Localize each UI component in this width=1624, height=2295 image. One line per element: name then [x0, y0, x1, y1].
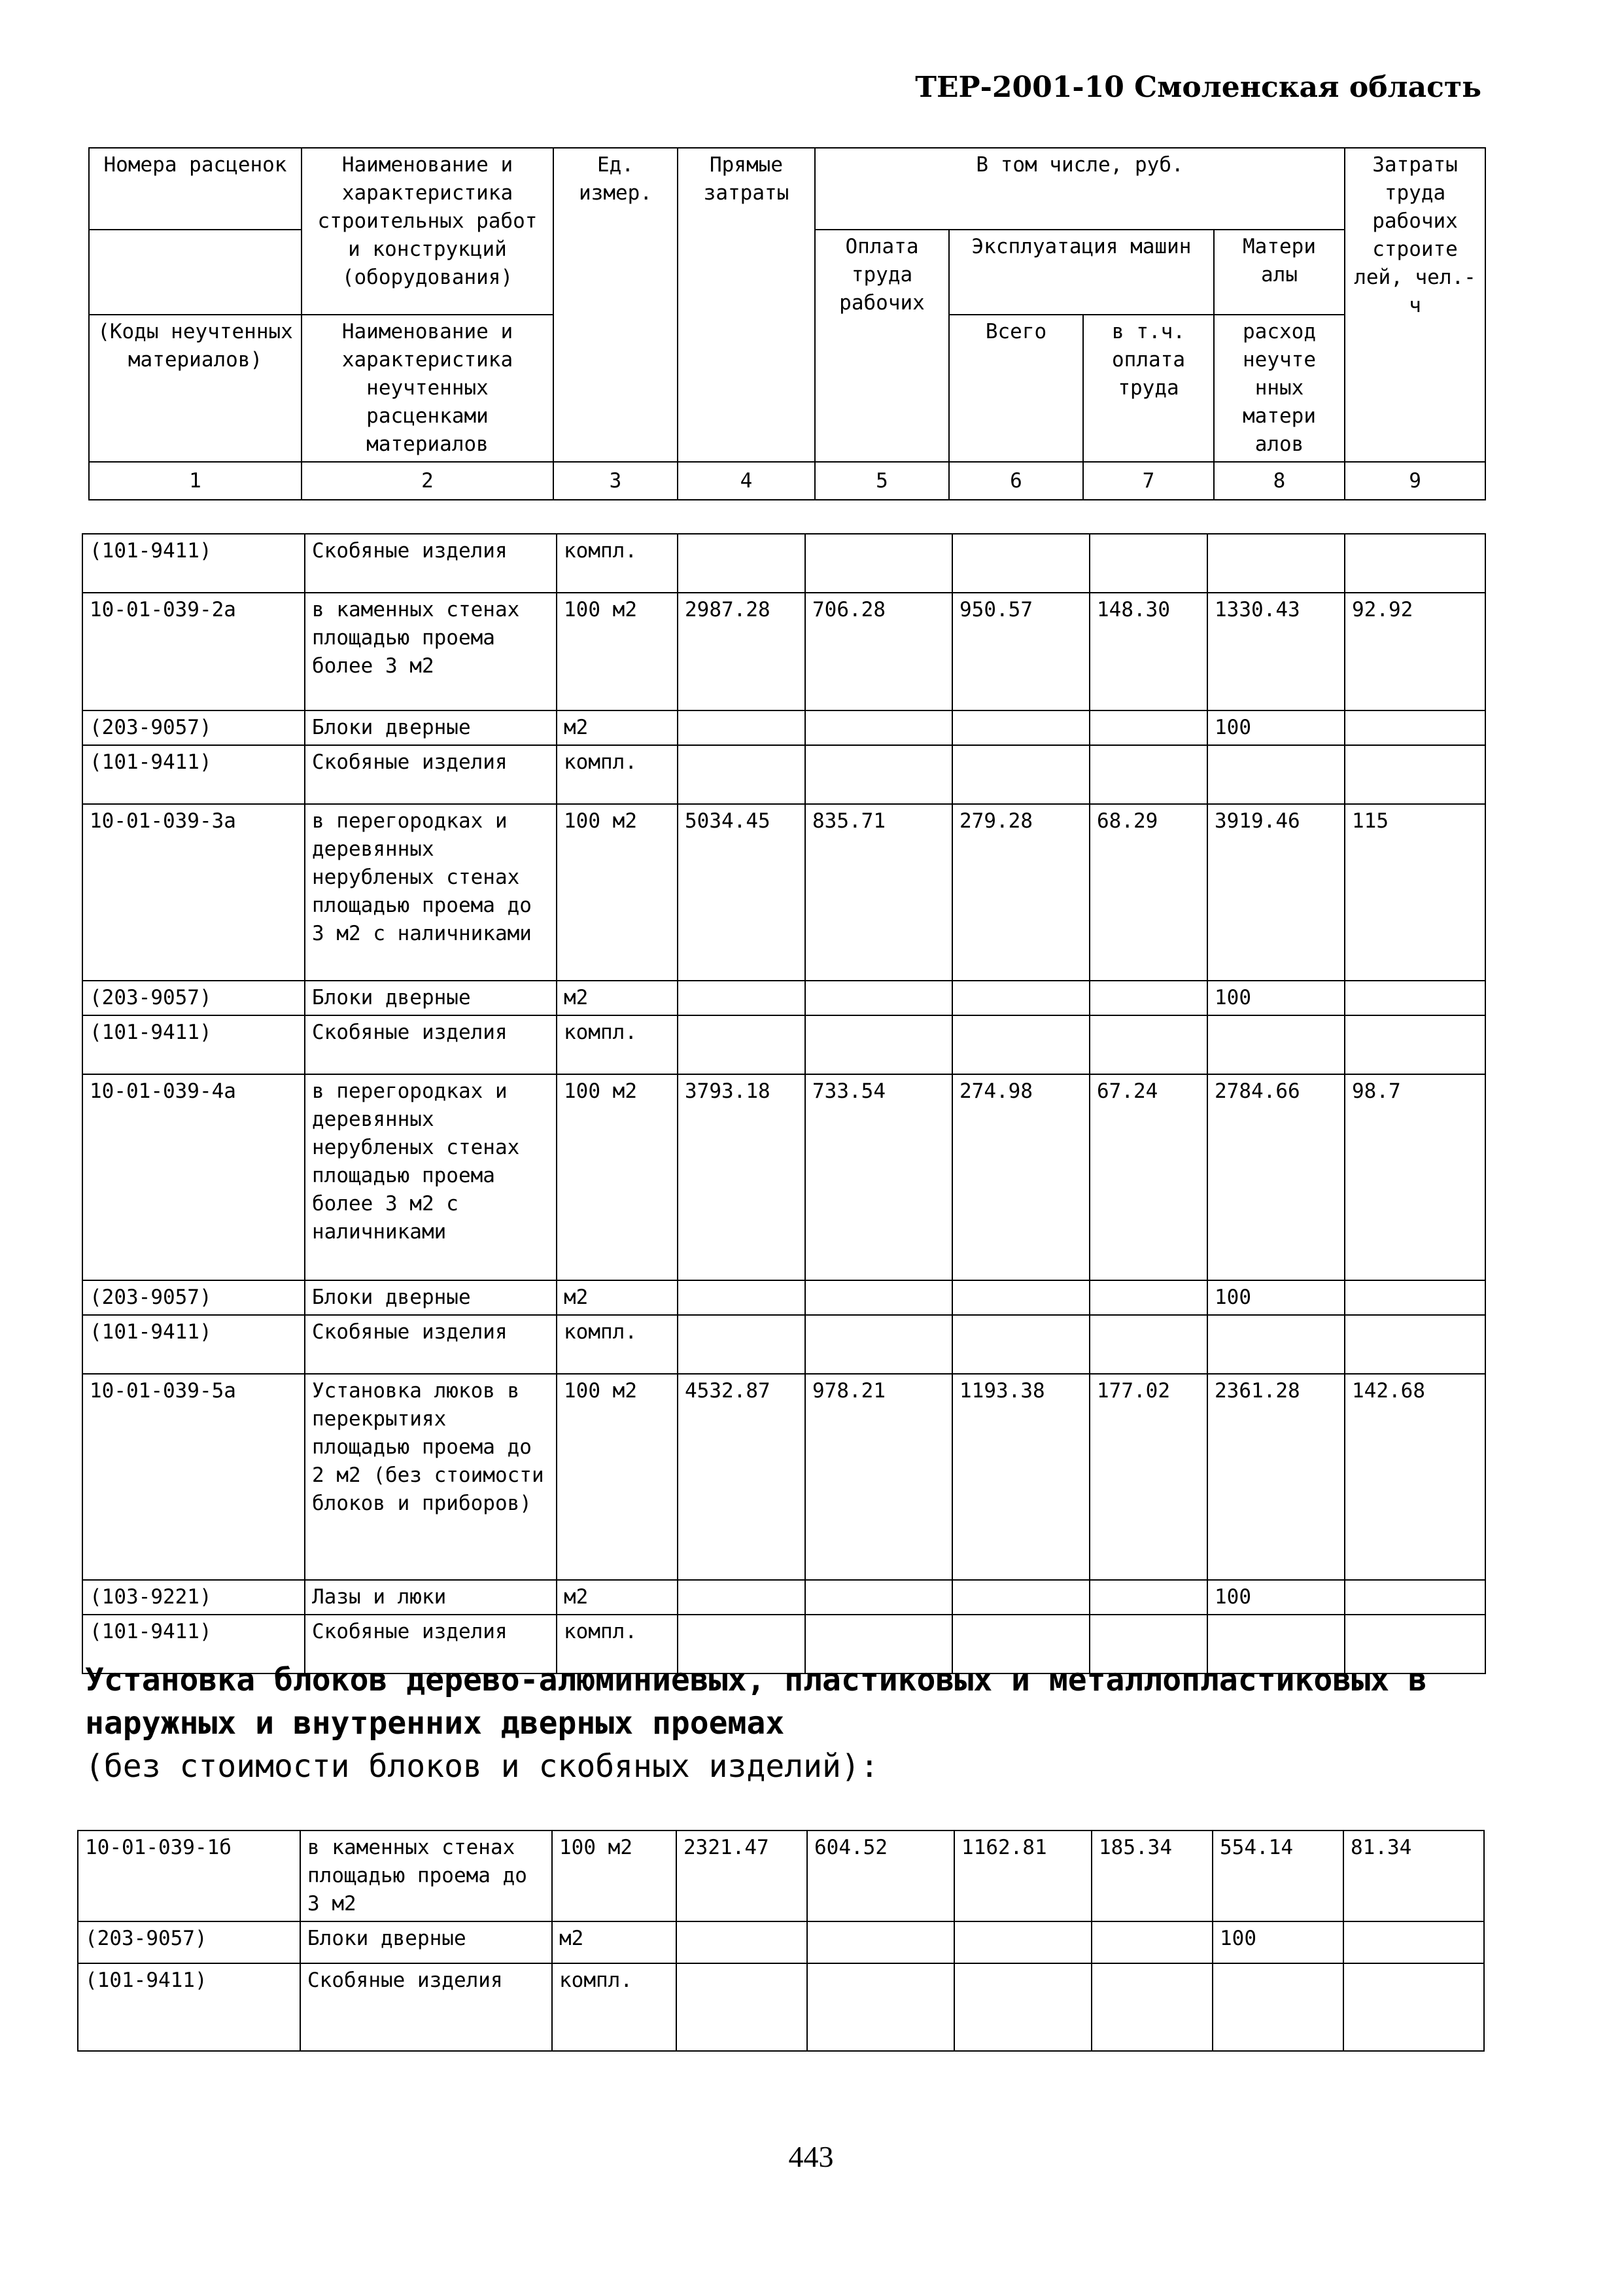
- cell-machines: 950.57: [952, 593, 1090, 710]
- cell-code: (101-9411): [78, 1963, 300, 2051]
- cell-machines: [952, 534, 1090, 593]
- col-header-labor-hours: Затраты труда рабочих строите лей, чел.-ч: [1345, 148, 1485, 462]
- cell-labor: 978.21: [805, 1374, 952, 1580]
- cell-code: 10-01-039-4а: [82, 1074, 305, 1280]
- cell-code: (101-9411): [82, 745, 305, 804]
- cell-direct: 5034.45: [678, 804, 805, 981]
- table-row: [82, 710, 1485, 745]
- cell-machine-labor: [1090, 1580, 1207, 1615]
- cell-machine-labor: [1090, 1280, 1207, 1315]
- cell-machines: [952, 710, 1090, 745]
- cell-code: (203-9057): [82, 981, 305, 1015]
- cell-unit: 100 м2: [557, 804, 678, 981]
- cell-code: (101-9411): [82, 534, 305, 593]
- cell-labor-hours: 98.7: [1345, 1074, 1485, 1280]
- cell-machines: [954, 1963, 1092, 2051]
- cell-direct: [678, 1315, 805, 1374]
- table-row: [78, 1963, 1484, 2051]
- cell-machine-labor: 68.29: [1090, 804, 1207, 981]
- cell-labor: [805, 981, 952, 1015]
- cell-direct: 3793.18: [678, 1074, 805, 1280]
- cell-code: (203-9057): [78, 1921, 300, 1963]
- col-header-unit: Ед. измер.: [553, 148, 678, 462]
- table-row: [82, 1315, 1485, 1374]
- cell-unit: м2: [552, 1921, 676, 1963]
- rates-table-2: [77, 1830, 1485, 2052]
- cell-name: Скобяные изделия: [305, 1615, 557, 1673]
- cell-name: Скобяные изделия: [305, 1015, 557, 1074]
- cell-unit: 100 м2: [552, 1831, 676, 1921]
- col-header-labor: Оплата труда рабочих: [815, 230, 949, 462]
- cell-name: в перегородках и деревянных нерубленых стенах площадью проема более 3 м2 с наличниками: [305, 1074, 557, 1280]
- cell-code: (203-9057): [82, 710, 305, 745]
- rates-table-1: [82, 533, 1486, 1674]
- cell-code: (101-9411): [82, 1015, 305, 1074]
- col-header-direct: Прямые затраты: [678, 148, 815, 462]
- cell-name: в каменных стенах площадью проема до 3 м2: [300, 1831, 552, 1921]
- cell-direct: [678, 981, 805, 1015]
- cell-direct: 4532.87: [678, 1374, 805, 1580]
- cell-labor-hours: [1343, 1963, 1484, 2051]
- cell-code: 10-01-039-5а: [82, 1374, 305, 1580]
- cell-name: в каменных стенах площадью проема более 3 м2: [305, 593, 557, 710]
- col-number: 6: [949, 462, 1083, 500]
- cell-code: (101-9411): [82, 1315, 305, 1374]
- cell-name: Лазы и люки: [305, 1580, 557, 1615]
- table-row: [82, 1280, 1485, 1315]
- cell-labor-hours: [1345, 981, 1485, 1015]
- table-row: [82, 1374, 1485, 1580]
- cell-code: 10-01-039-1б: [78, 1831, 300, 1921]
- cell-materials: 2361.28: [1207, 1374, 1345, 1580]
- cell-machine-labor: 185.34: [1092, 1831, 1213, 1921]
- cell-machines: [954, 1921, 1092, 1963]
- cell-machine-labor: 177.02: [1090, 1374, 1207, 1580]
- table-row: [82, 1015, 1485, 1074]
- cell-unit: компл.: [557, 1315, 678, 1374]
- cell-name: Скобяные изделия: [305, 745, 557, 804]
- cell-name: Скобяные изделия: [305, 1315, 557, 1374]
- cell-unit: 100 м2: [557, 593, 678, 710]
- col-header-code-spacer: [89, 230, 302, 315]
- cell-name: Скобяные изделия: [305, 534, 557, 593]
- cell-materials: 100: [1213, 1921, 1343, 1963]
- col-number: 7: [1083, 462, 1214, 500]
- cell-code: (203-9057): [82, 1280, 305, 1315]
- cell-labor-hours: 142.68: [1345, 1374, 1485, 1580]
- cell-direct: [678, 1280, 805, 1315]
- cell-materials: 1330.43: [1207, 593, 1345, 710]
- cell-materials: [1207, 1315, 1345, 1374]
- cell-unit: компл.: [552, 1963, 676, 2051]
- cell-labor-hours: [1345, 534, 1485, 593]
- cell-labor: [805, 1280, 952, 1315]
- cell-machines: [952, 1280, 1090, 1315]
- cell-labor: [807, 1921, 954, 1963]
- cell-machines: [952, 745, 1090, 804]
- cell-labor-hours: [1345, 745, 1485, 804]
- cell-labor: 835.71: [805, 804, 952, 981]
- page-header-title: ТЕР-2001-10 Смоленская область: [915, 71, 1481, 104]
- cell-name: в перегородках и деревянных нерубленых стенах площадью проема до 3 м2 с наличниками: [305, 804, 557, 981]
- cell-unit: м2: [557, 1280, 678, 1315]
- cell-materials: 2784.66: [1207, 1074, 1345, 1280]
- cell-unit: компл.: [557, 1615, 678, 1673]
- cell-machine-labor: [1090, 534, 1207, 593]
- cell-machine-labor: [1090, 745, 1207, 804]
- cell-machine-labor: 148.30: [1090, 593, 1207, 710]
- cell-labor-hours: 115: [1345, 804, 1485, 981]
- col-header-materials-bottom: расход неучте нных матери алов: [1214, 315, 1345, 462]
- cell-machines: [952, 1315, 1090, 1374]
- cell-labor: [805, 1580, 952, 1615]
- cell-direct: 2321.47: [676, 1831, 807, 1921]
- cell-materials: [1207, 745, 1345, 804]
- cell-labor: [805, 745, 952, 804]
- table-row: [78, 1831, 1484, 1921]
- cell-materials: 100: [1207, 1280, 1345, 1315]
- cell-labor: [805, 1015, 952, 1074]
- cell-labor-hours: [1345, 710, 1485, 745]
- header-table: [88, 147, 1486, 500]
- cell-machines: 1193.38: [952, 1374, 1090, 1580]
- cell-labor: [805, 534, 952, 593]
- cell-materials: [1213, 1963, 1343, 2051]
- cell-machines: [952, 981, 1090, 1015]
- cell-name: Блоки дверные: [305, 710, 557, 745]
- section-heading-note: (без стоимости блоков и скобяных изделий):: [85, 1748, 879, 1785]
- cell-materials: 3919.46: [1207, 804, 1345, 981]
- cell-machine-labor: [1090, 1315, 1207, 1374]
- cell-machine-labor: [1090, 981, 1207, 1015]
- cell-machine-labor: [1092, 1963, 1213, 2051]
- cell-direct: [678, 534, 805, 593]
- cell-machine-labor: 67.24: [1090, 1074, 1207, 1280]
- cell-direct: 2987.28: [678, 593, 805, 710]
- cell-machines: 1162.81: [954, 1831, 1092, 1921]
- cell-direct: [678, 710, 805, 745]
- col-header-incl: В том числе, руб.: [815, 148, 1345, 230]
- cell-materials: 100: [1207, 710, 1345, 745]
- cell-unit: м2: [557, 1580, 678, 1615]
- col-header-name: Наименование и характеристика строительных работ и конструкций (оборудования): [302, 148, 553, 315]
- cell-code: (103-9221): [82, 1580, 305, 1615]
- cell-labor-hours: 92.92: [1345, 593, 1485, 710]
- cell-labor-hours: [1345, 1580, 1485, 1615]
- cell-direct: [678, 745, 805, 804]
- cell-unit: компл.: [557, 1015, 678, 1074]
- cell-machine-labor: [1090, 710, 1207, 745]
- table-row: [82, 1074, 1485, 1280]
- cell-labor-hours: [1345, 1280, 1485, 1315]
- cell-machines: [952, 1015, 1090, 1074]
- cell-machines: 274.98: [952, 1074, 1090, 1280]
- col-number: 9: [1345, 462, 1485, 500]
- cell-machines: [952, 1580, 1090, 1615]
- cell-direct: [678, 1015, 805, 1074]
- col-number: 4: [678, 462, 815, 500]
- cell-code: 10-01-039-3а: [82, 804, 305, 981]
- col-header-materials: Матери алы: [1214, 230, 1345, 315]
- cell-direct: [676, 1963, 807, 2051]
- cell-unit: 100 м2: [557, 1074, 678, 1280]
- cell-unit: компл.: [557, 745, 678, 804]
- cell-labor-hours: [1345, 1015, 1485, 1074]
- cell-name: Установка люков в перекрытиях площадью проема до 2 м2 (без стоимости блоков и приборов): [305, 1374, 557, 1580]
- col-header-name-bottom: Наименование и характеристика неучтенных расценками материалов: [302, 315, 553, 462]
- table-row: [82, 593, 1485, 710]
- cell-materials: 554.14: [1213, 1831, 1343, 1921]
- cell-name: Скобяные изделия: [300, 1963, 552, 2051]
- col-header-machine-labor: в т.ч. оплата труда: [1083, 315, 1214, 462]
- cell-code: (101-9411): [82, 1615, 305, 1673]
- col-number: 2: [302, 462, 553, 500]
- cell-unit: м2: [557, 981, 678, 1015]
- col-header-machines-total: Всего: [949, 315, 1083, 462]
- cell-unit: м2: [557, 710, 678, 745]
- cell-labor-hours: [1343, 1921, 1484, 1963]
- cell-materials: 100: [1207, 981, 1345, 1015]
- cell-labor: [805, 1315, 952, 1374]
- section-heading-title: Установка блоков дерево-алюминиевых, пластиковых и металлопластиковых в наружных и внутренних дверных проемах: [85, 1662, 1427, 1742]
- section-heading: [85, 1658, 1537, 1788]
- cell-code: 10-01-039-2а: [82, 593, 305, 710]
- cell-materials: 100: [1207, 1580, 1345, 1615]
- col-number: 5: [815, 462, 949, 500]
- cell-labor: 733.54: [805, 1074, 952, 1280]
- table-row: [78, 1921, 1484, 1963]
- cell-materials: [1207, 534, 1345, 593]
- cell-labor-hours: 81.34: [1343, 1831, 1484, 1921]
- col-header-machines: Эксплуатация машин: [949, 230, 1214, 315]
- cell-machine-labor: [1090, 1015, 1207, 1074]
- cell-direct: [676, 1921, 807, 1963]
- table-row: [82, 534, 1485, 593]
- cell-labor: 604.52: [807, 1831, 954, 1921]
- cell-materials: [1207, 1015, 1345, 1074]
- table-row: [82, 745, 1485, 804]
- cell-machine-labor: [1092, 1921, 1213, 1963]
- cell-labor-hours: [1345, 1315, 1485, 1374]
- col-number: 1: [89, 462, 302, 500]
- cell-labor: 706.28: [805, 593, 952, 710]
- col-number: 8: [1214, 462, 1345, 500]
- cell-labor: [807, 1963, 954, 2051]
- cell-machines: 279.28: [952, 804, 1090, 981]
- cell-name: Блоки дверные: [305, 1280, 557, 1315]
- table-row: [82, 804, 1485, 981]
- table-row: [82, 981, 1485, 1015]
- table-row: [82, 1580, 1485, 1615]
- cell-labor: [805, 710, 952, 745]
- col-header-code-bottom: (Коды неучтенных материалов): [89, 315, 302, 462]
- cell-direct: [678, 1580, 805, 1615]
- cell-name: Блоки дверные: [300, 1921, 552, 1963]
- cell-name: Блоки дверные: [305, 981, 557, 1015]
- col-header-code: Номера расценок: [89, 148, 302, 230]
- cell-unit: компл.: [557, 534, 678, 593]
- page-number: 443: [788, 2140, 834, 2173]
- cell-unit: 100 м2: [557, 1374, 678, 1580]
- col-number: 3: [553, 462, 678, 500]
